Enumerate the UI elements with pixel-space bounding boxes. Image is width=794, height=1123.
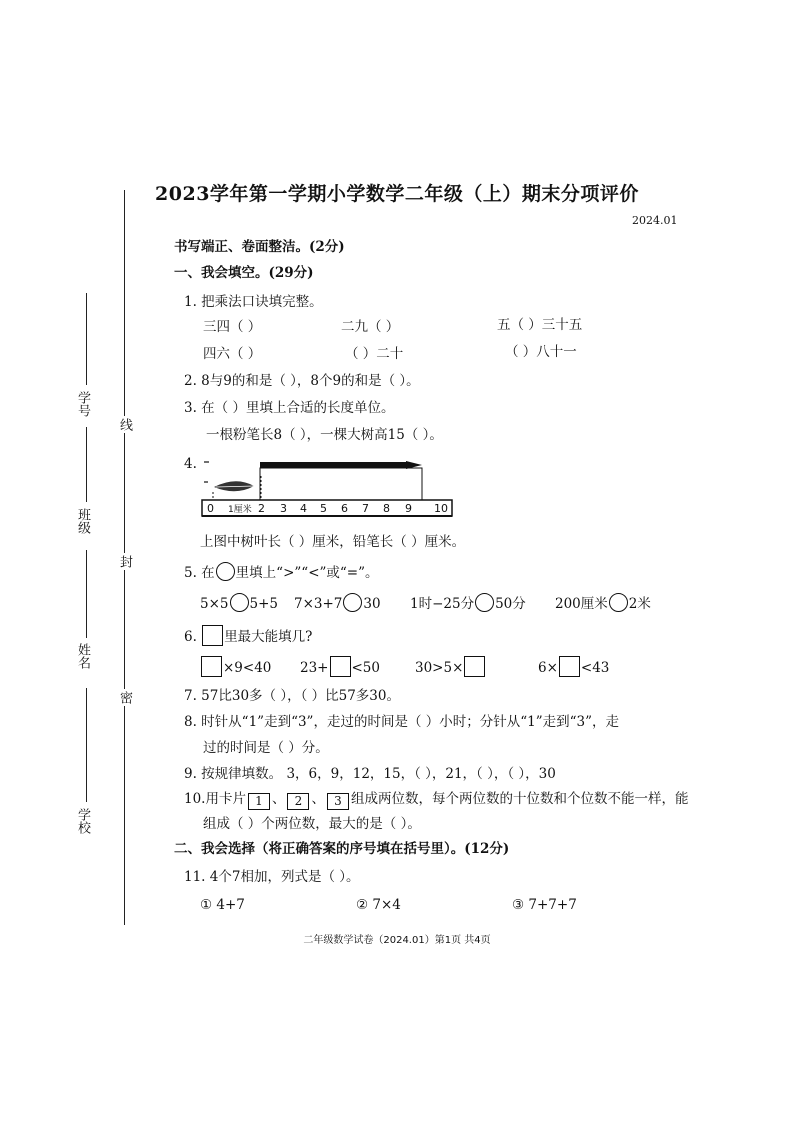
q9[interactable]: 9. 按规律填数。 3，6，9，12，15，（ ），21，（ ），（ ），30 xyxy=(184,766,556,782)
q1-blank-3[interactable]: 五（ ）三十五 xyxy=(497,317,583,333)
card-1: 1 xyxy=(248,793,270,810)
ruler-tick-3: 3 xyxy=(280,502,287,515)
q10-sep-2: 、 xyxy=(311,791,325,807)
q5-circle-4[interactable] xyxy=(609,593,628,612)
q1-blank-6[interactable]: （ ）八十一 xyxy=(505,344,577,360)
q8-line-1[interactable]: 8. 时针从“1”走到“3”，走过的时间是（ ）小时；分针从“1”走到“3”，走 xyxy=(184,714,620,730)
q1-stem: 1. 把乘法口诀填完整。 xyxy=(184,294,323,310)
q6-item-4-right: <43 xyxy=(580,660,610,676)
q5-item-3-left: 1时−25分 xyxy=(410,596,475,612)
seal-char-feng: 封 xyxy=(117,555,132,568)
q3-line[interactable]: 一根粉笔长8（ ），一棵大树高15（ ）。 xyxy=(206,427,443,443)
neatness-note: 书写端正、卷面整洁。(2分) xyxy=(174,239,345,255)
answer-box-icon xyxy=(202,625,223,646)
q10-stem-rest: 组成两位数，每个两位数的十位数和个位数不能一样，能 xyxy=(350,791,689,807)
q10-sep-1: 、 xyxy=(271,791,286,807)
exam-date: 2024.01 xyxy=(632,214,678,227)
q6-box-1[interactable] xyxy=(201,656,222,677)
q5-item-2-left: 7×3+7 xyxy=(294,596,343,612)
q6-item-3-left: 30>5× xyxy=(415,660,464,676)
compare-circle-icon xyxy=(216,562,235,581)
q6-item-4 xyxy=(538,656,609,677)
ruler-tick-1: 1厘米 xyxy=(228,505,252,515)
ruler-tick-5: 5 xyxy=(320,502,327,515)
ruler-tick-7: 7 xyxy=(362,502,369,515)
school-field[interactable] xyxy=(86,688,87,802)
q5-stem xyxy=(184,562,379,582)
q5-item-2 xyxy=(294,593,381,613)
label-student-number: 学号 xyxy=(75,391,90,417)
ruler-tick-6: 6 xyxy=(341,502,348,515)
q11-stem[interactable]: 11. 4个7相加，列式是（ ）。 xyxy=(184,869,360,885)
q1-blank-1[interactable]: 三四（ ） xyxy=(203,319,262,335)
section1-title: 一、我会填空。(29分) xyxy=(174,265,314,281)
ruler-tick-4: 4 xyxy=(300,502,307,515)
student-number-field[interactable] xyxy=(86,293,87,385)
section2-title: 二、我会选择（将正确答案的序号填在括号里）。(12分) xyxy=(174,841,510,857)
card-2: 2 xyxy=(287,793,309,810)
ruler-tick-2: 2 xyxy=(258,502,265,515)
q11-option-3[interactable]: ③ 7+7+7 xyxy=(512,897,577,913)
name-field[interactable] xyxy=(86,550,87,638)
q4-line[interactable]: 上图中树叶长（ ）厘米，铅笔长（ ）厘米。 xyxy=(200,534,466,550)
q1-blank-5[interactable]: （ ）二十 xyxy=(345,346,404,362)
label-name: 姓名 xyxy=(75,643,90,669)
q6-stem xyxy=(184,625,312,646)
seal-char-mi: 密 xyxy=(117,691,132,704)
ruler-tick-9: 9 xyxy=(405,502,412,515)
q6-item-4-left: 6× xyxy=(538,660,558,676)
q11-option-1[interactable]: ① 4+7 xyxy=(200,897,245,913)
q5-item-1 xyxy=(200,593,278,613)
q6-item-1-right: ×9<40 xyxy=(223,660,272,676)
q10-stem: 10.用卡片 xyxy=(184,791,246,807)
q3-stem: 3. 在（ ）里填上合适的长度单位。 xyxy=(184,400,395,416)
q2[interactable]: 2. 8与9的和是（ ），8个9的和是（ ）。 xyxy=(184,373,420,389)
q11-option-2[interactable]: ② 7×4 xyxy=(356,897,401,913)
card-3: 3 xyxy=(327,793,349,810)
ruler-tick-0: 0 xyxy=(207,502,214,515)
q6-box-2[interactable] xyxy=(330,656,351,677)
q8-line-2[interactable]: 过的时间是（ ）分。 xyxy=(203,740,329,756)
q7[interactable]: 7. 57比30多（ ），（ ）比57多30。 xyxy=(184,688,400,704)
q6-item-1 xyxy=(200,656,271,677)
q5-item-2-right: 30 xyxy=(363,596,381,612)
q5-circle-3[interactable] xyxy=(475,593,494,612)
q5-stem-a: 5. 在 xyxy=(184,565,215,581)
q6-box-3[interactable] xyxy=(464,656,485,677)
ruler-tick-8: 8 xyxy=(383,502,390,515)
q6-stem-a: 6. xyxy=(184,629,197,645)
q5-item-4-left: 200厘米 xyxy=(555,596,608,612)
q10-line-1 xyxy=(184,790,688,810)
page-footer: 二年级数学试卷（2024.01）第1页 共4页 xyxy=(303,935,491,946)
label-class: 班级 xyxy=(75,508,90,534)
q4-number: 4. xyxy=(184,456,197,472)
q10-line-2[interactable]: 组成（ ）个两位数，最大的是（ ）。 xyxy=(203,816,421,832)
label-school: 学校 xyxy=(75,808,90,834)
q5-item-4-right: 2米 xyxy=(628,596,651,612)
seal-char-xian: 线 xyxy=(117,418,132,431)
q5-item-1-left: 5×5 xyxy=(200,596,229,612)
q5-item-4 xyxy=(555,593,651,613)
q6-item-2-left: 23+ xyxy=(300,660,329,676)
q6-item-3 xyxy=(415,656,486,677)
q5-stem-b: 里填上“>”“<”或“=”。 xyxy=(235,565,379,581)
q1-blank-2[interactable]: 二九（ ） xyxy=(341,319,400,335)
q1-blank-4[interactable]: 四六（ ） xyxy=(203,346,262,362)
q5-circle-1[interactable] xyxy=(230,593,249,612)
class-field[interactable] xyxy=(86,427,87,502)
q5-item-3-right: 50分 xyxy=(495,596,526,612)
q5-circle-2[interactable] xyxy=(343,593,362,612)
pencil-icon xyxy=(260,462,406,468)
ruler-tick-10: 10 xyxy=(434,502,448,515)
q6-item-2 xyxy=(300,656,380,677)
q5-item-3 xyxy=(410,593,526,613)
q6-stem-b: 里最大能填几? xyxy=(224,629,313,645)
q6-box-4[interactable] xyxy=(559,656,580,677)
q5-item-1-right: 5+5 xyxy=(249,596,278,612)
q6-item-2-right: <50 xyxy=(351,660,380,676)
exam-title: 2023学年第一学期小学数学二年级（上）期末分项评价 xyxy=(155,183,639,205)
